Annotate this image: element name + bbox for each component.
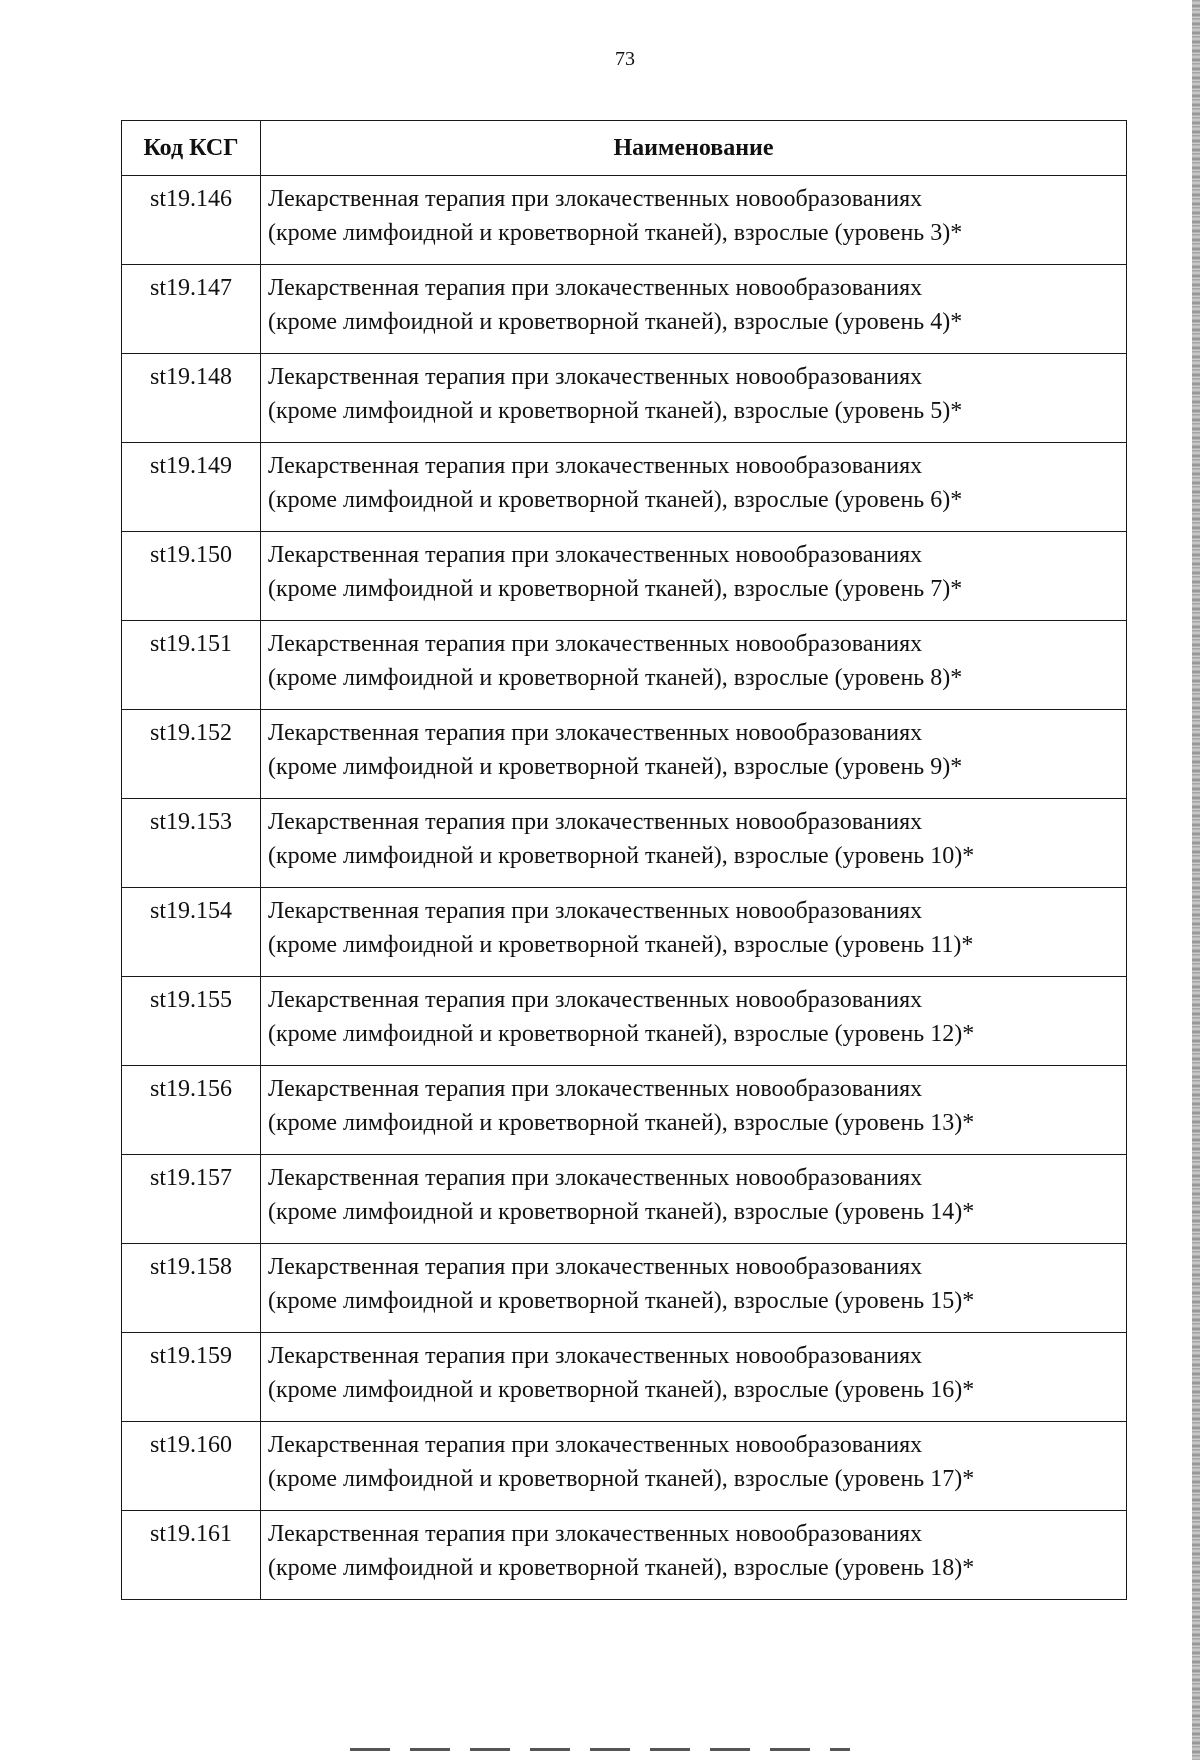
ksg-name-line2: (кроме лимфоидной и кроветворной тканей), взрослые (уровень 4)*: [268, 309, 963, 335]
table-row: [122, 977, 1127, 1066]
ksg-code-cell: st19.150: [122, 532, 261, 621]
ksg-name-cell: [261, 799, 1127, 888]
table-row: [122, 621, 1127, 710]
ksg-name-line2: (кроме лимфоидной и кроветворной тканей), взрослые (уровень 12)*: [268, 1021, 975, 1047]
ksg-code-cell: st19.157: [122, 1155, 261, 1244]
ksg-name-line2: (кроме лимфоидной и кроветворной тканей), взрослые (уровень 8)*: [268, 665, 963, 691]
ksg-name-cell: [261, 1422, 1127, 1511]
table-row: [122, 1422, 1127, 1511]
ksg-name-line1: Лекарственная терапия при злокачественных новообразованиях: [268, 1165, 923, 1191]
ksg-code-cell: st19.149: [122, 443, 261, 532]
table-row: [122, 1333, 1127, 1422]
ksg-name-cell: [261, 888, 1127, 977]
ksg-code-cell: st19.161: [122, 1511, 261, 1600]
ksg-name-cell: [261, 532, 1127, 621]
ksg-name-line2: (кроме лимфоидной и кроветворной тканей), взрослые (уровень 17)*: [268, 1466, 975, 1492]
ksg-name-cell: [261, 1333, 1127, 1422]
table-row: [122, 1511, 1127, 1600]
column-header-name: Наименование: [261, 121, 1127, 176]
ksg-name-line2: (кроме лимфоидной и кроветворной тканей), взрослые (уровень 9)*: [268, 754, 963, 780]
scan-edge-shadow: [1192, 0, 1200, 1760]
ksg-name-line1: Лекарственная терапия при злокачественных новообразованиях: [268, 898, 923, 924]
ksg-name-line1: Лекарственная терапия при злокачественных новообразованиях: [268, 1521, 923, 1547]
ksg-code-cell: st19.148: [122, 354, 261, 443]
ksg-name-line2: (кроме лимфоидной и кроветворной тканей), взрослые (уровень 18)*: [268, 1555, 975, 1581]
ksg-name-line1: Лекарственная терапия при злокачественных новообразованиях: [268, 542, 923, 568]
table-row: [122, 1244, 1127, 1333]
ksg-name-cell: [261, 443, 1127, 532]
ksg-name-line1: Лекарственная терапия при злокачественных новообразованиях: [268, 720, 923, 746]
ksg-table: [121, 120, 1127, 1600]
ksg-name-cell: [261, 1511, 1127, 1600]
ksg-name-cell: [261, 977, 1127, 1066]
ksg-name-line2: (кроме лимфоидной и кроветворной тканей), взрослые (уровень 15)*: [268, 1288, 975, 1314]
table-row: [122, 532, 1127, 621]
table-row: [122, 443, 1127, 532]
table-row: [122, 354, 1127, 443]
ksg-name-cell: [261, 621, 1127, 710]
ksg-code-cell: st19.159: [122, 1333, 261, 1422]
ksg-name-cell: [261, 265, 1127, 354]
ksg-name-line1: Лекарственная терапия при злокачественных новообразованиях: [268, 364, 923, 390]
ksg-name-cell: [261, 1066, 1127, 1155]
table-row: [122, 1155, 1127, 1244]
ksg-code-cell: st19.152: [122, 710, 261, 799]
ksg-name-line2: (кроме лимфоидной и кроветворной тканей), взрослые (уровень 3)*: [268, 220, 963, 246]
ksg-name-line1: Лекарственная терапия при злокачественных новообразованиях: [268, 1076, 923, 1102]
ksg-code-cell: st19.146: [122, 176, 261, 265]
ksg-name-line2: (кроме лимфоидной и кроветворной тканей), взрослые (уровень 5)*: [268, 398, 963, 424]
ksg-name-line1: Лекарственная терапия при злокачественных новообразованиях: [268, 987, 923, 1013]
ksg-name-line1: Лекарственная терапия при злокачественных новообразованиях: [268, 275, 923, 301]
ksg-name-line2: (кроме лимфоидной и кроветворной тканей), взрослые (уровень 14)*: [268, 1199, 975, 1225]
ksg-name-line2: (кроме лимфоидной и кроветворной тканей), взрослые (уровень 10)*: [268, 843, 975, 869]
ksg-code-cell: st19.151: [122, 621, 261, 710]
ksg-name-line1: Лекарственная терапия при злокачественных новообразованиях: [268, 453, 923, 479]
table-row: [122, 888, 1127, 977]
ksg-name-cell: [261, 1244, 1127, 1333]
ksg-name-line1: Лекарственная терапия при злокачественных новообразованиях: [268, 186, 923, 212]
ksg-name-line1: Лекарственная терапия при злокачественных новообразованиях: [268, 1343, 923, 1369]
table-row: [122, 710, 1127, 799]
ksg-name-line2: (кроме лимфоидной и кроветворной тканей), взрослые (уровень 13)*: [268, 1110, 975, 1136]
ksg-code-cell: st19.154: [122, 888, 261, 977]
table-row: [122, 1066, 1127, 1155]
ksg-code-cell: st19.158: [122, 1244, 261, 1333]
table-row: [122, 799, 1127, 888]
ksg-code-cell: st19.155: [122, 977, 261, 1066]
table-row: [122, 265, 1127, 354]
ksg-code-cell: st19.160: [122, 1422, 261, 1511]
ksg-name-cell: [261, 710, 1127, 799]
ksg-name-cell: [261, 1155, 1127, 1244]
table-row: [122, 176, 1127, 265]
ksg-code-cell: st19.153: [122, 799, 261, 888]
ksg-name-line2: (кроме лимфоидной и кроветворной тканей), взрослые (уровень 11)*: [268, 932, 974, 958]
ksg-name-line1: Лекарственная терапия при злокачественных новообразованиях: [268, 1254, 923, 1280]
ksg-name-line2: (кроме лимфоидной и кроветворной тканей), взрослые (уровень 7)*: [268, 576, 963, 602]
ksg-name-line2: (кроме лимфоидной и кроветворной тканей), взрослые (уровень 6)*: [268, 487, 963, 513]
ksg-name-cell: [261, 354, 1127, 443]
table-header-row: [122, 121, 1127, 176]
ksg-name-line1: Лекарственная терапия при злокачественных новообразованиях: [268, 631, 923, 657]
column-header-code: Код КСГ: [122, 121, 261, 176]
ksg-name-line2: (кроме лимфоидной и кроветворной тканей), взрослые (уровень 16)*: [268, 1377, 975, 1403]
ksg-name-line1: Лекарственная терапия при злокачественных новообразованиях: [268, 809, 923, 835]
ksg-name-line1: Лекарственная терапия при злокачественных новообразованиях: [268, 1432, 923, 1458]
page-number: 73: [615, 48, 635, 70]
ksg-code-cell: st19.156: [122, 1066, 261, 1155]
ksg-code-cell: st19.147: [122, 265, 261, 354]
ksg-name-cell: [261, 176, 1127, 265]
scan-bottom-marks: [350, 1748, 850, 1751]
